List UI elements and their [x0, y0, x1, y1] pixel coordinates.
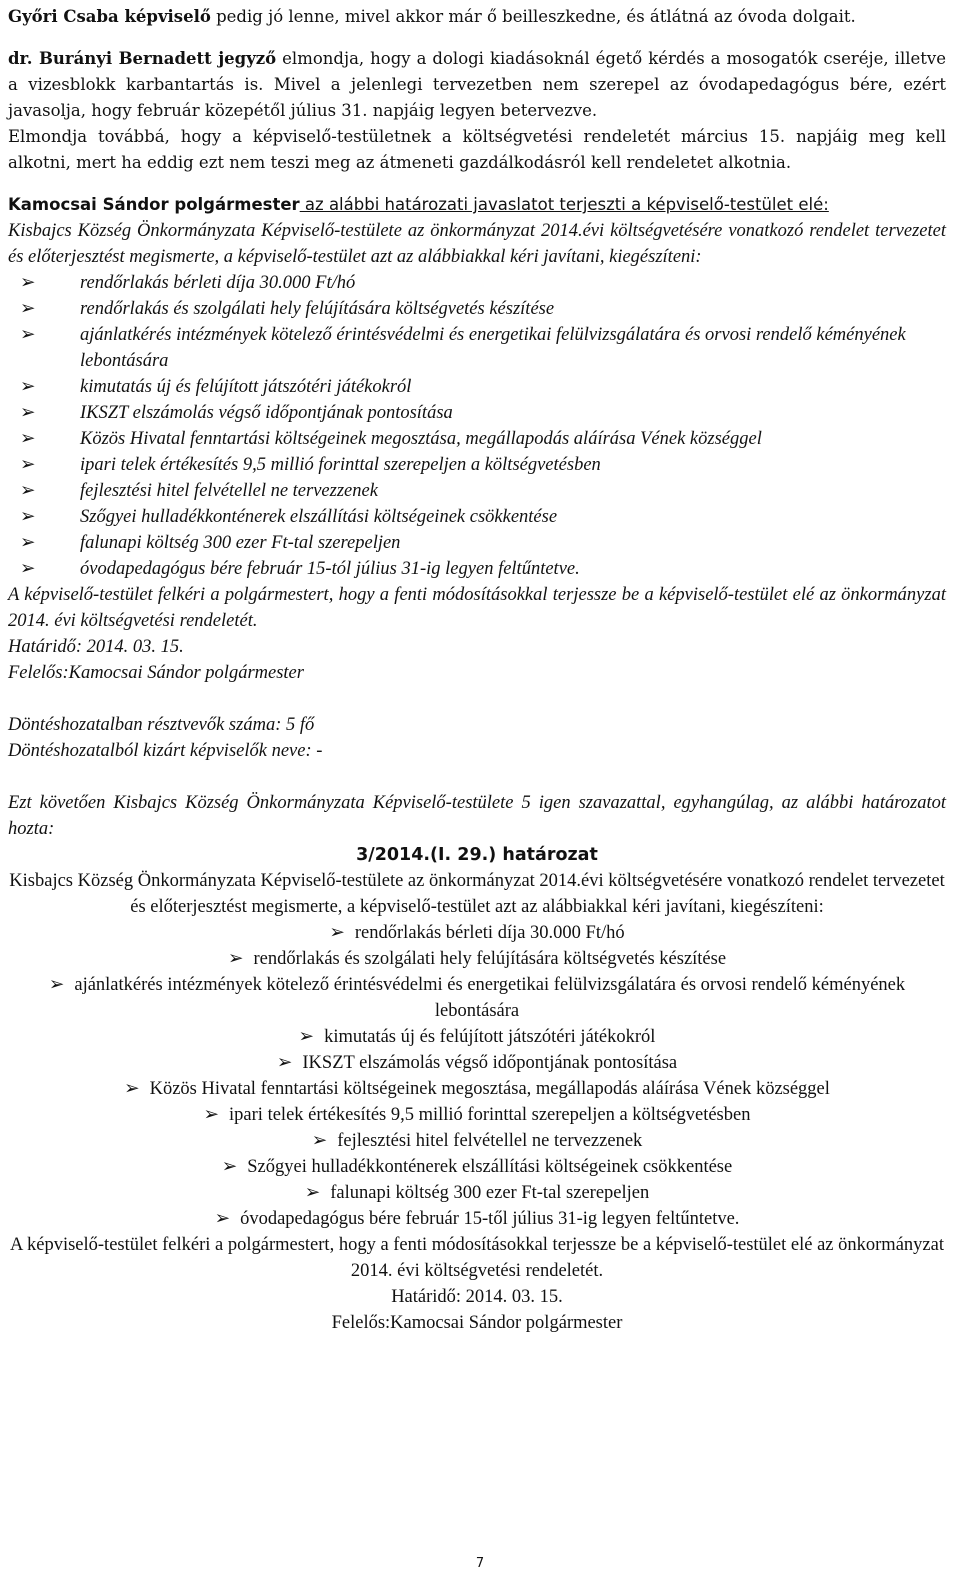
arrow-bullet-icon: ➢	[20, 273, 36, 293]
proposal-heading	[8, 192, 946, 218]
arrow-bullet-icon: ➢	[20, 299, 36, 319]
list-item-text: óvodapedagógus bére február 15-től július 31-ig legyen feltűntetve.	[240, 1209, 740, 1229]
page-number: 7	[475, 1556, 485, 1571]
list-item-text: Szőgyei hulladékkonténerek elszállítási költségeinek csökkentése	[80, 507, 558, 527]
arrow-bullet-icon: ➢	[227, 949, 244, 969]
arrow-bullet-icon: ➢	[221, 1157, 238, 1177]
proposal-list-item	[8, 296, 946, 322]
list-item-text: rendőrlakás bérleti díja 30.000 Ft/hó	[354, 923, 625, 943]
resolution-deadline: Határidő: 2014. 03. 15.	[391, 1287, 563, 1307]
list-item-text: kimutatás új és felújított játszótéri játékokról	[324, 1027, 656, 1047]
proposal-list	[8, 270, 946, 582]
proposal-list-item	[8, 478, 946, 504]
list-item-text: Közös Hivatal fenntartási költségeinek megosztása, megállapodás aláírása Vének községgel	[149, 1079, 830, 1099]
arrow-bullet-icon: ➢	[276, 1053, 293, 1073]
resolution-list-item	[8, 1076, 946, 1102]
arrow-bullet-icon: ➢	[124, 1079, 140, 1099]
proposal-list-item	[8, 426, 946, 452]
resolution-closing: A képviselő-testület felkéri a polgármestert, hogy a fenti módosításokkal terjessze be a képviselő-testület elé az önkormányzat 2014. évi költségvetési rendeletét.	[10, 1235, 944, 1281]
proposal-list-item	[8, 322, 946, 374]
list-item-text: Közös Hivatal fenntartási költségeinek megosztása, megállapodás aláírása Vének községgel	[80, 429, 762, 449]
proposal-list-item	[8, 374, 946, 400]
resolution-title-suffix: határozat	[496, 845, 598, 865]
participants-count: Döntéshozatalban résztvevők száma: 5 fő	[8, 715, 315, 735]
proposal-list-item	[8, 556, 946, 582]
paragraph-text: elmondja, hogy a dologi kiadásoknál égető kérdés a mosogatók cseréje, illetve a vizesblokk karbantartás is. Mivel a jelenlegi tervezetben nem szerepel az óvodapedagógus bére, ezért javasolja, hogy február közepétől július 31. napjáig legyen betervezve.	[8, 49, 946, 120]
list-item-text: ajánlatkérés intézmények kötelező érintésvédelmi és energetikai felülvizsgálatára és orvosi rendelő kéményének lebontására	[74, 975, 906, 1021]
arrow-bullet-icon: ➢	[311, 1131, 328, 1151]
list-item-text: fejlesztési hitel felvétellel ne tervezzenek	[337, 1131, 643, 1151]
proposal-closing: A képviselő-testület felkéri a polgármestert, hogy a fenti módosításokkal terjessze be a képviselő-testület elé az önkormányzat 2014. évi költségvetési rendeletét.	[8, 585, 946, 631]
resolution-list-item	[8, 1206, 946, 1232]
list-item-text: ipari telek értékesítés 9,5 millió forinttal szerepeljen a költségvetésben	[80, 455, 601, 475]
paragraph-budget-deadline: Elmondja továbbá, hogy a képviselő-testületnek a költségvetési rendeletét március 15. napjáig meg kell alkotni, mert ha eddig ezt nem teszi meg az átmeneti gazdálkodásról kell rendeletet alkotnia.	[8, 127, 946, 172]
proposal-list-item	[8, 530, 946, 556]
list-item-text: rendőrlakás és szolgálati hely felújítására költségvetés készítése	[253, 949, 727, 969]
list-item-text: óvodapedagógus bére február 15-tól július 31-ig legyen feltűntetve.	[80, 559, 580, 579]
proposal-responsible: Felelős:Kamocsai Sándor polgármester	[8, 663, 304, 683]
resolution-section	[8, 842, 946, 1336]
list-item-text: kimutatás új és felújított játszótéri játékokról	[80, 377, 412, 397]
list-item-text: rendőrlakás bérleti díja 30.000 Ft/hó	[80, 273, 356, 293]
resolution-list-item	[8, 1128, 946, 1154]
resolution-list	[8, 920, 946, 1232]
resolution-list-item	[8, 946, 946, 972]
arrow-bullet-icon: ➢	[298, 1027, 315, 1047]
list-item-text: ipari telek értékesítés 9,5 millió forinttal szerepeljen a költségvetésben	[229, 1105, 751, 1125]
arrow-bullet-icon: ➢	[304, 1183, 321, 1203]
resolution-list-item	[8, 1154, 946, 1180]
resolution-list-item	[8, 1102, 946, 1128]
arrow-bullet-icon: ➢	[214, 1209, 231, 1229]
resolution-list-item	[8, 1180, 946, 1206]
list-item-text: IKSZT elszámolás végső időpontjának pontosítása	[302, 1053, 678, 1073]
arrow-bullet-icon: ➢	[203, 1105, 220, 1125]
proposal-intro: Kisbajcs Község Önkormányzata Képviselő-testülete az önkormányzat 2014.évi költségvetésére vonatkozó rendelet tervezetet és előterjesztést megismerte, a képviselő-testület azt az alábbiakkal kéri javítani, kiegészíteni:	[8, 221, 946, 267]
paragraph-buranyi	[8, 46, 946, 124]
arrow-bullet-icon: ➢	[20, 377, 36, 397]
arrow-bullet-icon: ➢	[20, 507, 36, 527]
arrow-bullet-icon: ➢	[20, 429, 36, 449]
arrow-bullet-icon: ➢	[20, 481, 36, 501]
list-item-text: ajánlatkérés intézmények kötelező érintésvédelmi és energetikai felülvizsgálatára és orvosi rendelő kéményének lebontására	[80, 325, 906, 371]
proposal-section	[8, 192, 946, 842]
arrow-bullet-icon: ➢	[20, 325, 36, 345]
list-item-text: Szőgyei hulladékkonténerek elszállítási költségeinek csökkentése	[247, 1157, 733, 1177]
arrow-bullet-icon: ➢	[48, 975, 65, 995]
speaker-kamocsai: Kamocsai Sándor polgármester	[8, 195, 300, 214]
proposal-heading-text: az alábbi határozati javaslatot terjeszti a képviselő-testület elé:	[299, 195, 829, 214]
proposal-deadline: Határidő: 2014. 03. 15.	[8, 637, 184, 657]
list-item-text: IKSZT elszámolás végső időpontjának pontosítása	[80, 403, 453, 423]
arrow-bullet-icon: ➢	[20, 403, 36, 423]
resolution-intro: Kisbajcs Község Önkormányzata Képviselő-testülete az önkormányzat 2014.évi költségvetésére vonatkozó rendelet tervezetet és előterjesztést megismerte, a képviselő-testület azt az alábbiakkal kéri javítani, kiegészíteni:	[9, 871, 945, 917]
resolution-list-item	[8, 1050, 946, 1076]
vote-statement: Ezt követően Kisbajcs Község Önkormányzata Képviselő-testülete 5 igen szavazattal, egyhangúlag, az alábbi határozatot hozta:	[8, 793, 946, 839]
arrow-bullet-icon: ➢	[20, 455, 36, 475]
paragraph-text: pedig jó lenne, mivel akkor már ő beilleszkedne, és átlátná az óvoda dolgait.	[210, 7, 856, 26]
list-item-text: rendőrlakás és szolgálati hely felújítására költségvetés készítése	[80, 299, 555, 319]
resolution-responsible: Felelős:Kamocsai Sándor polgármester	[331, 1313, 623, 1333]
proposal-list-item	[8, 504, 946, 530]
proposal-list-item	[8, 400, 946, 426]
resolution-list-item	[8, 920, 946, 946]
paragraph-gyori	[8, 4, 946, 30]
resolution-number: 3/2014.(I. 29.)	[356, 845, 497, 865]
resolution-list-item	[8, 1024, 946, 1050]
list-item-text: fejlesztési hitel felvétellel ne tervezzenek	[80, 481, 378, 501]
speaker-buranyi: dr. Burányi Bernadett jegyző	[8, 49, 277, 68]
arrow-bullet-icon: ➢	[20, 533, 36, 553]
excluded-members: Döntéshozatalból kizárt képviselők neve: -	[8, 741, 323, 761]
arrow-bullet-icon: ➢	[20, 559, 36, 579]
list-item-text: falunapi költség 300 ezer Ft-tal szerepeljen	[330, 1183, 650, 1203]
resolution-list-item	[8, 972, 946, 1024]
arrow-bullet-icon: ➢	[329, 923, 345, 943]
proposal-list-item	[8, 270, 946, 296]
proposal-list-item	[8, 452, 946, 478]
resolution-title	[8, 842, 946, 868]
speaker-gyori: Győri Csaba képviselő	[8, 7, 211, 26]
list-item-text: falunapi költség 300 ezer Ft-tal szerepeljen	[80, 533, 401, 553]
